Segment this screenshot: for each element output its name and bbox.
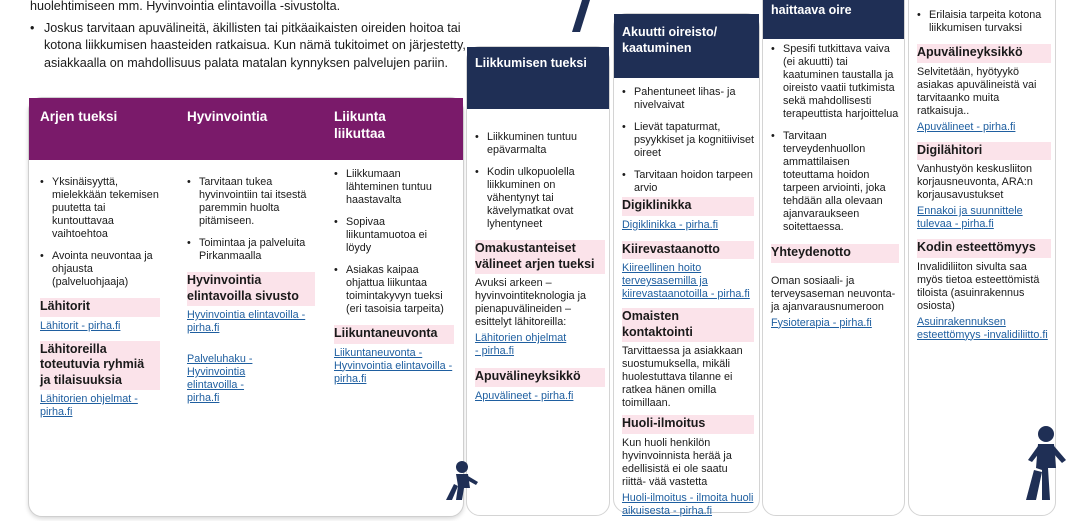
list-item: • Lievät tapaturmat, psyykkiset ja kognitiiviset oireet	[622, 121, 754, 160]
link-fysioterapia[interactable]: Fysioterapia - pirha.fi	[771, 316, 872, 329]
intro-text	[30, 0, 470, 76]
section-heading: Kodin esteettömyys	[917, 239, 1051, 258]
list-item: • Toimintaa ja palveluita Pirkanmaalla	[187, 237, 315, 263]
link-esteettomyys[interactable]: Asuinrakennuksen esteettömyys -invalidiliitto.fi	[917, 315, 1048, 341]
list-item: • Tarvitaan tukea hyvinvointiin tai itsestä paremmin huolta pitämiseen.	[187, 176, 315, 228]
link-liikuntaneuvonta[interactable]: Liikuntaneuvonta - Hyvinvointia elintavoilla - pirha.fi	[334, 346, 453, 385]
section-heading: Omaisten kontaktointi	[622, 308, 754, 342]
liikunta-column	[334, 168, 454, 389]
section-heading: Apuvälineyksikkö	[917, 44, 1051, 63]
walking-person-icon	[438, 460, 484, 500]
akuutti-title: Akuutti oireisto/ kaatuminen	[614, 14, 759, 78]
list-item: • Liikkumaan lähteminen tuntuu haastavalta	[334, 168, 454, 207]
climbing-person-icon	[560, 0, 600, 34]
section-heading: Omakustanteiset välineet arjen tueksi	[475, 240, 605, 274]
haittaava-panel	[762, 0, 905, 516]
list-item: • Liikkuminen tuntuu epävarmalta	[475, 131, 605, 157]
link-huoli-ilmoitus[interactable]: Huoli-ilmoitus - ilmoita huoli aikuisesta - pirha.fi	[622, 491, 754, 517]
link-lahitorien-ohjelmat[interactable]: Lähitorien ohjelmat - pirha.fi	[475, 332, 567, 357]
section-heading: Hyvinvointia elintavoilla sivusto	[187, 272, 315, 306]
link-palveluhaku[interactable]: Palveluhaku - Hyvinvointia elintavoilla - pirha.fi	[187, 353, 253, 404]
list-item: • Spesifi tutkittava vaiva (ei akuutti) tai kaatuminen taustalla ja oireisto vaatii tutkimista sekä mahdollisesti terapeuttista harjoittelua	[771, 43, 899, 121]
hyvinvointia-title: Hyvinvointia	[187, 109, 268, 124]
link-lahitorit[interactable]: Lähitorit - pirha.fi	[40, 319, 121, 332]
body-text: Tarvittaessa ja asiakkaan suostumuksella, mikäli huolestuttava tilanne ei ratkea hänen omilla toimillaan.	[622, 345, 743, 409]
body-text: Invalidiliiton sivulta saa myös tietoa esteettömistä tiloista (asuinrakennus osiosta)	[917, 260, 1040, 312]
liikkumisen-panel	[466, 46, 610, 516]
section-heading: Huoli-ilmoitus	[622, 415, 754, 434]
haittaava-title: haittaava oire	[763, 0, 904, 39]
link-kiireellinen-hoito[interactable]: Kiireellinen hoito terveysasemilla ja kiirevastaanotoilla - pirha.fi	[622, 262, 750, 300]
body-text: Vanhustyön keskusliiton korjausneuvonta, ARA:n korjausavustukset	[917, 163, 1033, 201]
body-text: Selvitetään, hyötyykö asiakas apuvälineistä vai tarvitaanko muita ratkaisuja..	[917, 65, 1037, 117]
section-heading: Lähitorit	[40, 298, 160, 317]
link-lahitorien-ohjelmat[interactable]: Lähitorien ohjelmat - pirha.fi	[40, 393, 138, 418]
list-item: • Tarvitaan terveydenhuollon ammattilaisen toteuttama hoidon tarpeen arviointi, joka tehdään alla olevaan ajanvaraukseen soitettaessa.	[771, 130, 899, 234]
body-text: Kun huoli henkilön hyvinvoinnista herää ja edellisistä ei ole saatu riittä- vää vastetta	[622, 436, 732, 488]
akuutti-body	[622, 86, 754, 521]
section-heading: Yhteydenotto	[771, 244, 899, 263]
list-item: • Kodin ulkopuolella liikkuminen on vähentynyt tai kävelymatkat ovat lyhentyneet	[475, 166, 605, 231]
section-heading: Apuvälineyksikkö	[475, 368, 605, 387]
list-item: • Erilaisia tarpeita kotona liikkumisen turvaksi	[917, 9, 1051, 35]
kotona-body	[917, 9, 1051, 345]
section-heading: Liikuntaneuvonta	[334, 325, 454, 344]
haittaava-body	[771, 43, 899, 333]
list-item: • Yksinäisyyttä, mielekkään tekemisen puutetta tai kuntouttavaa vaihtoehtoa	[40, 176, 160, 241]
body-text: Oman sosiaali- ja terveysaseman neuvonta- ja ajanvarausnumeroon	[771, 274, 896, 313]
list-item: • Avointa neuvontaa ja ohjausta (palveluohjaaja)	[40, 250, 160, 289]
arjen-title: Arjen tueksi	[40, 109, 118, 124]
link-apuvalineet[interactable]: Apuvälineet - pirha.fi	[917, 120, 1016, 133]
section-heading: Lähitoreilla toteutuvia ryhmiä ja tilaisuuksia	[40, 341, 160, 391]
purple-card	[28, 97, 464, 517]
list-item: • Tarvitaan hoidon tarpeen arvio	[622, 169, 754, 195]
intro-line: huolehtimiseen mm. Hyvinvointia elintavoilla -sivustolta.	[30, 0, 341, 13]
list-item: • Sopivaa liikuntamuotoa ei löydy	[334, 216, 454, 255]
section-heading: Kiirevastaanotto	[622, 241, 754, 260]
akuutti-panel	[613, 13, 760, 517]
intro-bullet: • Joskus tarvitaan apuvälineitä, äkillisten tai pitkäaikaisten oireiden hoitoa tai kotona liikkumisen haasteiden ratkaisua. Kun nämä tukitoimet on järjestetty, asiakkaalla on mahdollisuus palata matalan kynnyksen palvelujen pariin.	[30, 20, 470, 73]
link-digiklinikka[interactable]: Digiklinikka - pirha.fi	[622, 218, 719, 231]
link-ennakoi[interactable]: Ennakoi ja suunnittele tulevaa - pirha.fi	[917, 205, 1023, 230]
body-text: Avuksi arkeen – hyvinvointiteknologia ja pienapuvälineiden –esittelyt lähitoreilla:	[475, 277, 587, 328]
list-item: • Pahentuneet lihas- ja nivelvaivat	[622, 86, 754, 112]
liikunta-title: Liikunta liikuttaa	[334, 109, 386, 141]
list-item: • Asiakas kaipaa ohjattua liikuntaa toimintakyvyn tueksi (eri tasoisia tarpeita)	[334, 264, 454, 316]
section-heading: Digiklinikka	[622, 197, 754, 216]
hyvinvointia-column	[187, 176, 315, 408]
walking-person-icon	[1020, 424, 1070, 500]
link-apuvalineet[interactable]: Apuvälineet - pirha.fi	[475, 389, 574, 402]
arjen-column	[40, 176, 160, 422]
liikkumisen-title: Liikkumisen tueksi	[467, 47, 609, 109]
liikkumisen-body	[475, 131, 605, 406]
link-hyvinvointia[interactable]: Hyvinvointia elintavoilla - pirha.fi	[187, 309, 306, 334]
section-heading: Digilähitori	[917, 142, 1051, 161]
